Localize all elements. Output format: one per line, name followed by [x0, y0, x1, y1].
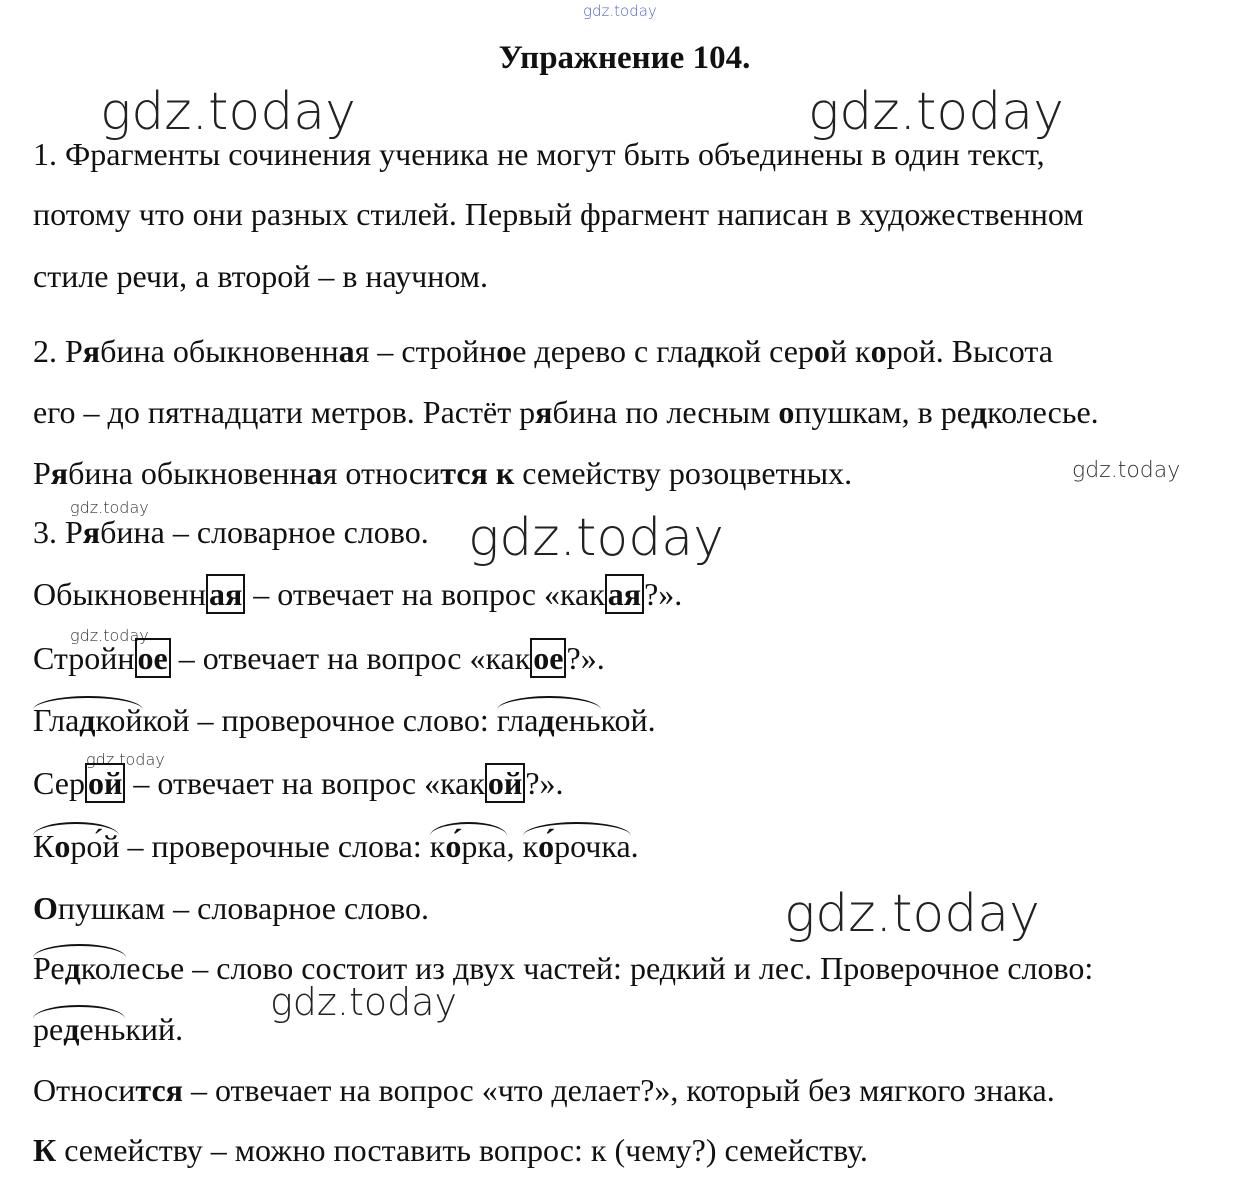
watermark-large: gdz.today	[100, 82, 356, 142]
watermark-top: gdz.today	[583, 2, 657, 20]
watermark-large: gdz.today	[808, 82, 1064, 142]
paragraph-3-line-4: Гладкойкой – проверочное слово: гладенькой.	[33, 702, 656, 738]
watermark-large: gdz.today	[270, 980, 457, 1024]
paragraph-3-line-5: Серой – отвечает на вопрос «какой?».	[33, 765, 564, 801]
paragraph-3-line-7: Опушкам – словарное слово.	[33, 890, 430, 926]
watermark-large: gdz.today	[784, 884, 1040, 944]
paragraph-3-line-10: Относится – отвечает на вопрос «что делает?», который без мягкого знака.	[33, 1072, 1055, 1108]
paragraph-2-line-1: 2. Рябина обыкновенная – стройное дерево с гладкой серой корой. Высота	[33, 333, 1053, 369]
paragraph-3-line-2: Обыкновенная – отвечает на вопрос «какая?».	[33, 576, 683, 612]
paragraph-1-line-1: 1. Фрагменты сочинения ученика не могут быть объединены в один текст,	[33, 136, 1045, 172]
paragraph-2-line-2: его – до пятнадцати метров. Растёт рябина по лесным опушкам, в редколесье.	[33, 394, 1099, 430]
paragraph-1-line-2: потому что они разных стилей. Первый фрагмент написан в художественном	[33, 196, 1084, 232]
watermark-small: gdz.today	[70, 626, 149, 645]
page-title: Упражнение 104.	[498, 40, 751, 76]
paragraph-3-line-1: 3. Рябина – словарное слово.	[33, 514, 429, 550]
paragraph-3-line-9: реденький.	[33, 1011, 184, 1047]
paragraph-2-line-3: Рябина обыкновенная относится к семейству розоцветных.	[33, 455, 853, 491]
paragraph-3-line-8: Редколесье – слово состоит из двух частей: редкий и лес. Проверочное слово:	[33, 950, 1094, 986]
watermark-large: gdz.today	[468, 508, 724, 568]
paragraph-1-line-3: стиле речи, а второй – в научном.	[33, 258, 488, 294]
watermark-medium: gdz.today	[1072, 458, 1181, 483]
watermark-small: gdz.today	[70, 498, 149, 517]
paragraph-3-line-11: К семейству – можно поставить вопрос: к (чему?) семейству.	[33, 1132, 868, 1168]
paragraph-3-line-3: Стройное – отвечает на вопрос «какое?».	[33, 640, 605, 676]
paragraph-3-line-6: Коро́й – проверочные слова: ко́рка, ко́рочка.	[33, 828, 639, 864]
watermark-small: gdz.today	[86, 750, 165, 769]
